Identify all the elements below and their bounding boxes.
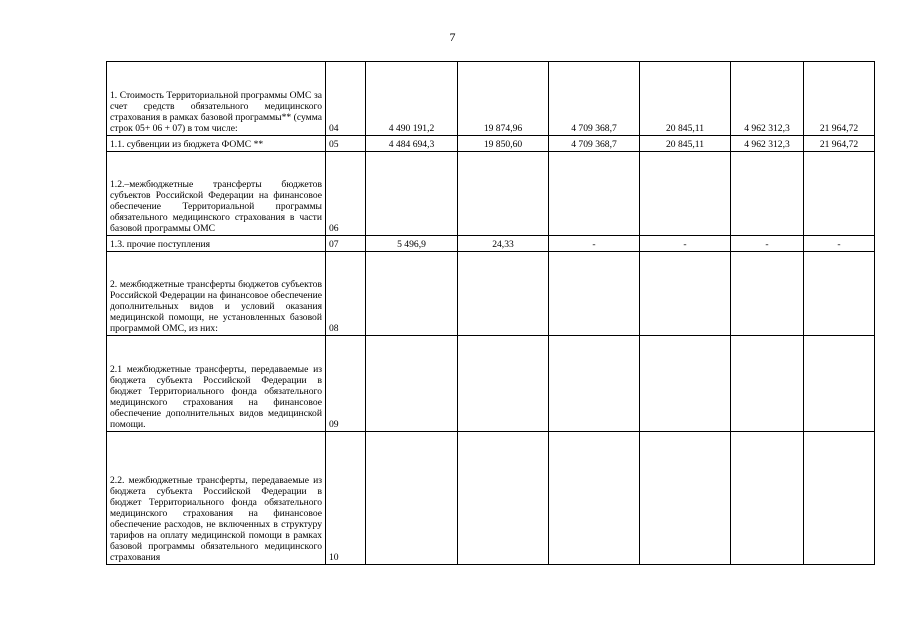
table-cell: - [640, 236, 731, 252]
table-cell [640, 152, 731, 236]
table-cell: 5 496,9 [366, 236, 458, 252]
table-row [107, 62, 875, 136]
table-cell [804, 432, 875, 565]
table-cell: 24,33 [458, 236, 549, 252]
row-label: 2.2. межбюджетные трансферты, передаваемые из бюджета субъекта Российской Федерации в бюджет Территориального фонда обязательного медицинского страхования на финансовое обеспечение расходов, не включенных в структуру тарифов на оплату медицинской помощи в рамках базовой программы обязательного медицинского страхования [107, 432, 326, 565]
row-label: 1.1. субвенции из бюджета ФОМС ** [107, 136, 326, 152]
financing-table [106, 61, 875, 565]
table-cell [458, 336, 549, 432]
table-cell [640, 252, 731, 336]
row-label: 1. Стоимость Территориальной программы ОМС за счет средств обязательного медицинского страхования в рамках базовой программы** (сумма строк 05+ 06 + 07) в том числе: [107, 62, 326, 136]
table-cell: 4 484 694,3 [366, 136, 458, 152]
table-cell [366, 432, 458, 565]
table-cell: - [804, 236, 875, 252]
table-cell [458, 252, 549, 336]
table-cell [549, 432, 640, 565]
table-cell: 19 874,96 [458, 62, 549, 136]
table-cell [731, 152, 804, 236]
table-cell [731, 432, 804, 565]
table-cell: 4 490 191,2 [366, 62, 458, 136]
table-cell [458, 152, 549, 236]
row-code: 07 [326, 236, 366, 252]
table-cell [458, 432, 549, 565]
table-cell [804, 252, 875, 336]
table-cell [549, 252, 640, 336]
row-code: 04 [326, 62, 366, 136]
table-cell [366, 252, 458, 336]
table-cell: 4 962 312,3 [731, 62, 804, 136]
table-cell [549, 152, 640, 236]
table-row [107, 252, 875, 336]
table-body [107, 62, 875, 565]
row-code: 10 [326, 432, 366, 565]
table-cell [804, 152, 875, 236]
row-label: 2.1 межбюджетные трансферты, передаваемые из бюджета субъекта Российской Федерации в бюджет Территориального фонда обязательного медицинского страхования на финансовое обеспечение дополнительных видов медицинской помощи. [107, 336, 326, 432]
table-cell: 4 709 368,7 [549, 136, 640, 152]
table-row [107, 136, 875, 152]
page-number: 7 [449, 30, 456, 44]
table-cell [731, 252, 804, 336]
table-cell [731, 336, 804, 432]
table-row [107, 336, 875, 432]
table-cell [640, 336, 731, 432]
table-cell: 20 845,11 [640, 136, 731, 152]
row-code: 09 [326, 336, 366, 432]
row-code: 08 [326, 252, 366, 336]
row-label: 1.3. прочие поступления [107, 236, 326, 252]
table-cell: 21 964,72 [804, 136, 875, 152]
table-cell: 4 962 312,3 [731, 136, 804, 152]
table-cell [804, 336, 875, 432]
table-row [107, 152, 875, 236]
table-cell: 21 964,72 [804, 62, 875, 136]
table-cell [366, 336, 458, 432]
table-cell [366, 152, 458, 236]
row-code: 06 [326, 152, 366, 236]
table-cell: - [549, 236, 640, 252]
row-label: 2. межбюджетные трансферты бюджетов субъектов Российской Федерации на финансовое обеспечение дополнительных видов и условий оказания медицинской помощи, не установленных базовой программой ОМС, из них: [107, 252, 326, 336]
table-cell: 20 845,11 [640, 62, 731, 136]
table-row [107, 236, 875, 252]
table-cell [549, 336, 640, 432]
row-code: 05 [326, 136, 366, 152]
table-cell: 4 709 368,7 [549, 62, 640, 136]
table-cell: - [731, 236, 804, 252]
row-label: 1.2.–межбюджетные трансферты бюджетов субъектов Российской Федерации на финансовое обеспечение Территориальной программы обязательного медицинского страхования в части базовой программы ОМС [107, 152, 326, 236]
table-cell [640, 432, 731, 565]
table-cell: 19 850,60 [458, 136, 549, 152]
table-row [107, 432, 875, 565]
